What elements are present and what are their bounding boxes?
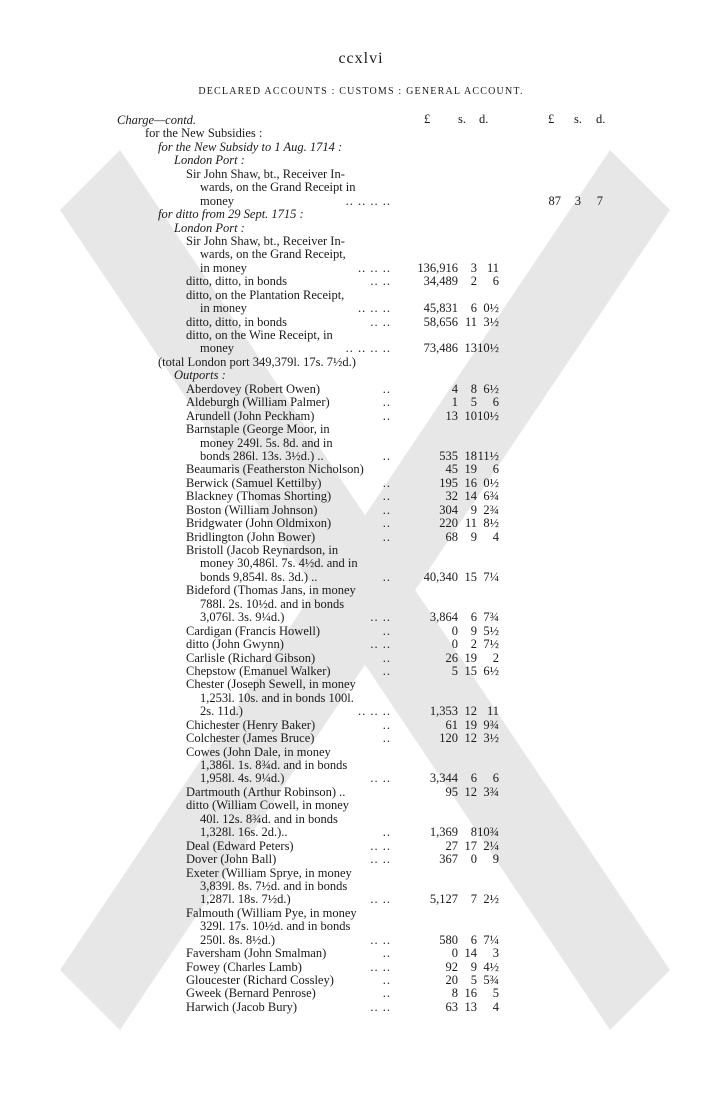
pounds-value: 195 <box>439 475 458 490</box>
shillings-value: 9 <box>470 959 477 974</box>
ledger-row <box>0 974 722 987</box>
leader-dots: .. .. <box>370 959 391 974</box>
entry-text: 1,253l. 10s. and in bonds 100l. <box>200 690 354 705</box>
ledger-row <box>0 571 722 584</box>
leader-dots: .. <box>382 663 391 678</box>
pence-value: 11 <box>486 704 499 719</box>
leader-dots: .. .. <box>370 999 391 1014</box>
pounds-value: 5 <box>451 663 458 678</box>
shillings-value: 8 <box>470 381 477 396</box>
entry-text: Cardigan (Francis Howell) <box>186 623 320 638</box>
leader-dots: .. .. <box>370 932 391 947</box>
shillings-value: 0 <box>470 852 477 867</box>
ledger-row <box>0 302 722 315</box>
entry-text: money 30,486l. 7s. 4½d. and in <box>200 556 358 571</box>
pounds-value: 45 <box>445 462 458 477</box>
pounds-value: 220 <box>439 516 458 531</box>
leader-dots: .. <box>382 623 391 638</box>
pounds-value: 367 <box>439 852 458 867</box>
shillings-value: 11 <box>464 314 477 329</box>
entry-text: 788l. 2s. 10½d. and in bonds <box>200 596 345 611</box>
column-header-pence: d. <box>479 112 489 126</box>
entry-text: for ditto from 29 Sept. 1715 : <box>158 207 304 222</box>
pounds-value: 63 <box>445 999 458 1014</box>
entry-text: Bristoll (Jacob Reynardson, in <box>186 543 339 557</box>
leader-dots: .. .. .. <box>358 301 391 316</box>
ledger-row <box>0 356 722 369</box>
pounds-value: 580 <box>439 932 458 947</box>
shillings-value: 6 <box>470 301 477 316</box>
ledger-row <box>0 611 722 624</box>
leader-dots: .. <box>382 489 391 504</box>
ledger-row <box>0 477 722 490</box>
ledger-row <box>0 678 722 691</box>
pence-value: 2¾ <box>483 502 499 517</box>
shillings-value: 13 <box>464 999 477 1014</box>
shillings-value: 10 <box>464 408 477 423</box>
leader-dots: .. .. <box>370 892 391 907</box>
entry-text: Chester (Joseph Sewell, in money <box>186 677 356 692</box>
entry-text: Aldeburgh (William Palmer) <box>186 395 330 410</box>
total-pence-value: 7 <box>596 193 603 208</box>
pence-value: 5 <box>492 986 499 1001</box>
pounds-value: 13 <box>445 408 458 423</box>
entry-text: 2s. 11d.) <box>200 704 243 719</box>
pence-value: 4½ <box>483 959 499 974</box>
leader-dots: .. <box>382 381 391 396</box>
ledger-row <box>0 463 722 476</box>
ledger-row <box>0 961 722 974</box>
ledger-row <box>0 222 722 235</box>
leader-dots: .. .. <box>370 314 391 329</box>
pounds-value: 20 <box>445 973 458 987</box>
shillings-value: 19 <box>464 717 477 732</box>
entry-text: Aberdovey (Robert Owen) <box>186 381 320 396</box>
pounds-value: 0 <box>451 946 458 961</box>
entry-text: ditto (John Gwynn) <box>186 637 284 652</box>
pounds-value: 120 <box>439 731 458 746</box>
pence-value: 3½ <box>483 314 499 329</box>
ledger-row <box>0 719 722 732</box>
entry-text: (total London port 349,379l. 17s. 7½d.) <box>158 354 356 369</box>
leader-dots: .. .. <box>370 771 391 786</box>
entry-text: bonds 286l. 13s. 3½d.) .. <box>200 448 324 463</box>
entry-text: in money <box>200 301 247 316</box>
shillings-value: 13 <box>464 341 477 356</box>
pounds-value: 40,340 <box>423 569 458 584</box>
leader-dots: .. <box>382 986 391 1001</box>
entry-text: London Port : <box>174 153 245 168</box>
entry-text: 1,386l. 1s. 8¾d. and in bonds <box>200 758 348 772</box>
leader-dots: .. <box>382 731 391 746</box>
ledger-row <box>0 920 722 933</box>
shillings-value: 15 <box>464 569 477 584</box>
entry-text: for the New Subsidy to 1 Aug. 1714 : <box>158 139 343 154</box>
entry-text: Colchester (James Bruce) <box>186 731 315 746</box>
entry-text: ditto (William Cowell, in money <box>186 798 350 813</box>
shillings-value: 6 <box>470 771 477 786</box>
pounds-value: 92 <box>445 959 458 974</box>
pounds-value: 136,916 <box>417 260 458 275</box>
pence-value: 0½ <box>483 475 499 490</box>
leader-dots: .. .. <box>370 838 391 853</box>
ledger-row <box>0 557 722 570</box>
pence-value: 9¾ <box>483 717 499 732</box>
entry-text: Deal (Edward Peters) <box>186 838 294 853</box>
entry-text: Exeter (William Sprye, in money <box>186 865 352 880</box>
ledger-row <box>0 867 722 880</box>
pence-value: 2¼ <box>483 838 499 853</box>
pence-value: 6¾ <box>483 489 499 504</box>
ledger-row <box>0 181 722 194</box>
shillings-value: 12 <box>464 731 477 746</box>
ledger-row <box>0 813 722 826</box>
leader-dots: .. .. .. <box>358 260 391 275</box>
pounds-value: 5,127 <box>429 892 458 907</box>
pence-value: 11½ <box>477 448 499 463</box>
shillings-value: 12 <box>464 784 477 799</box>
ledger-row <box>0 799 722 812</box>
entry-text: Sir John Shaw, bt., Receiver In- <box>186 233 345 248</box>
entry-text: Arundell (John Peckham) <box>186 408 315 423</box>
pounds-value: 0 <box>451 637 458 652</box>
entry-text: Gweek (Bernard Penrose) <box>186 986 316 1001</box>
entry-text: Bridlington (John Bower) <box>186 529 316 544</box>
ledger-row <box>0 880 722 893</box>
pounds-value: 32 <box>445 489 458 504</box>
shillings-value: 14 <box>464 489 477 504</box>
entry-text: Gloucester (Richard Cossley) <box>186 973 334 987</box>
entry-text: 1,328l. 16s. 2d.).. <box>200 825 288 840</box>
leader-dots: .. .. <box>370 274 391 289</box>
entry-text: money 249l. 5s. 8d. and in <box>200 435 333 450</box>
ledger-row <box>0 853 722 866</box>
ledger-row <box>0 235 722 248</box>
page-number: ccxlvi <box>338 50 384 67</box>
shillings-value: 16 <box>464 986 477 1001</box>
ledger-row <box>0 907 722 920</box>
entry-text: 1,287l. 18s. 7½d.) <box>200 892 291 907</box>
pence-value: 6 <box>492 771 499 786</box>
entry-text: Dartmouth (Arthur Robinson) .. <box>186 784 346 799</box>
pounds-value: 34,489 <box>423 274 458 289</box>
pounds-value: 61 <box>445 717 458 732</box>
pence-value: 4 <box>492 999 499 1014</box>
pounds-value: 3,344 <box>429 771 458 786</box>
shillings-value: 9 <box>470 502 477 517</box>
leader-dots: .. <box>382 825 391 840</box>
leader-dots: .. <box>382 502 391 517</box>
column-header-pounds: £ <box>424 112 431 126</box>
ledger-row <box>0 208 722 221</box>
entry-text: Bideford (Thomas Jans, in money <box>186 583 356 598</box>
entry-text: Falmouth (William Pye, in money <box>186 905 357 920</box>
ledger-row <box>0 1001 722 1014</box>
column-header-shillings: s. <box>458 112 466 126</box>
ledger-row <box>0 544 722 557</box>
pence-value: 11 <box>486 260 499 275</box>
shillings-value: 12 <box>464 704 477 719</box>
leader-dots: .. <box>382 408 391 423</box>
shillings-value: 6 <box>470 610 477 625</box>
ledger-row <box>0 732 722 745</box>
ledger-row <box>0 598 722 611</box>
pence-value: 10½ <box>477 341 499 356</box>
shillings-value: 18 <box>464 448 477 463</box>
ledger-row <box>0 665 722 678</box>
ledger-row <box>0 625 722 638</box>
ledger-row <box>0 934 722 947</box>
pence-value: 6 <box>492 274 499 289</box>
ledger-row <box>0 692 722 705</box>
leader-dots: .. .. <box>370 610 391 625</box>
entry-text: money <box>200 193 235 208</box>
shillings-value: 7 <box>470 892 477 907</box>
pounds-value: 4 <box>451 381 458 396</box>
entry-text: Chepstow (Emanuel Walker) <box>186 663 331 678</box>
pence-value: 10½ <box>477 408 499 423</box>
ledger-row <box>0 410 722 423</box>
pounds-value: 1,353 <box>429 704 458 719</box>
pence-value: 7¾ <box>483 610 499 625</box>
leader-dots: .. <box>382 946 391 961</box>
pence-value: 6 <box>492 462 499 477</box>
column-header-total-shillings: s. <box>574 112 582 126</box>
pounds-value: 0 <box>451 623 458 638</box>
ledger-row <box>0 786 722 799</box>
ledger-row <box>0 127 722 140</box>
ledger-entries <box>0 114 722 1014</box>
ledger-row <box>0 396 722 409</box>
ledger-row <box>0 289 722 302</box>
shillings-value: 19 <box>464 462 477 477</box>
shillings-value: 11 <box>464 516 477 531</box>
entry-text: bonds 9,854l. 8s. 3d.) .. <box>200 569 318 584</box>
column-header-total-pence: d. <box>596 112 606 126</box>
entry-text: 3,839l. 8s. 7½d. and in bonds <box>200 878 348 893</box>
ledger-row <box>0 772 722 785</box>
ledger-row <box>0 437 722 450</box>
pounds-value: 304 <box>439 502 458 517</box>
pounds-value: 95 <box>445 784 458 799</box>
pounds-value: 3,864 <box>429 610 458 625</box>
shillings-value: 9 <box>470 623 477 638</box>
pence-value: 2 <box>492 650 499 665</box>
leader-dots: .. .. <box>370 852 391 867</box>
entry-text: wards, on the Grand Receipt in <box>200 180 356 195</box>
entry-text: London Port : <box>174 220 245 235</box>
shillings-value: 5 <box>470 973 477 987</box>
ledger-row <box>0 652 722 665</box>
pence-value: 0½ <box>483 301 499 316</box>
column-header-total-pounds: £ <box>548 112 555 126</box>
pence-value: 3½ <box>483 731 499 746</box>
ledger-row <box>0 168 722 181</box>
leader-dots: .. <box>382 475 391 490</box>
ledger-row <box>0 584 722 597</box>
ledger-row <box>0 947 722 960</box>
entry-text: Dover (John Ball) <box>186 852 277 867</box>
entry-text: Beaumaris (Featherston Nicholson) <box>186 462 364 477</box>
ledger-row <box>0 826 722 839</box>
pence-value: 5¾ <box>483 973 499 987</box>
pence-value: 4 <box>492 529 499 544</box>
ledger-row <box>0 316 722 329</box>
shillings-value: 14 <box>464 946 477 961</box>
shillings-value: 17 <box>464 838 477 853</box>
entry-text: 329l. 17s. 10½d. and in bonds <box>200 919 351 934</box>
pounds-value: 27 <box>445 838 458 853</box>
entry-text: Chichester (Henry Baker) <box>186 717 316 732</box>
ledger-row <box>0 342 722 355</box>
pence-value: 6 <box>492 395 499 410</box>
leader-dots: .. <box>382 717 391 732</box>
pounds-value: 535 <box>439 448 458 463</box>
leader-dots: .. <box>382 516 391 531</box>
ledger-row <box>0 840 722 853</box>
entry-text: ditto, ditto, in bonds <box>186 274 288 289</box>
leader-dots: .. <box>382 529 391 544</box>
pence-value: 7¼ <box>483 932 499 947</box>
entry-text: money <box>200 341 235 356</box>
ledger-row <box>0 195 722 208</box>
ledger-row <box>0 141 722 154</box>
leader-dots: .. <box>382 569 391 584</box>
total-shillings-value: 3 <box>574 193 581 208</box>
pounds-value: 45,831 <box>423 301 458 316</box>
ledger-row <box>0 746 722 759</box>
pence-value: 9 <box>492 852 499 867</box>
entry-text: wards, on the Grand Receipt, <box>200 247 346 262</box>
leader-dots: .. <box>382 395 391 410</box>
entry-text: Faversham (John Smalman) <box>186 946 327 961</box>
pence-value: 6½ <box>483 663 499 678</box>
pounds-value: 8 <box>451 986 458 1001</box>
pence-value: 7½ <box>483 637 499 652</box>
pence-value: 5½ <box>483 623 499 638</box>
leader-dots: .. .. .. <box>358 704 391 719</box>
pence-value: 10¾ <box>477 825 499 840</box>
ledger-row <box>0 248 722 261</box>
entry-text: 3,076l. 3s. 9¼d.) <box>200 610 285 625</box>
shillings-value: 2 <box>470 637 477 652</box>
ledger-row <box>0 893 722 906</box>
ledger-row <box>0 329 722 342</box>
ledger-row <box>0 490 722 503</box>
pence-value: 6½ <box>483 381 499 396</box>
entry-text: ditto, ditto, in bonds <box>186 314 288 329</box>
pence-value: 3 <box>492 946 499 961</box>
ledger-row <box>0 369 722 382</box>
entry-text: 40l. 12s. 8¾d. and in bonds <box>200 811 338 826</box>
shillings-value: 19 <box>464 650 477 665</box>
shillings-value: 6 <box>470 932 477 947</box>
entry-text: Sir John Shaw, bt., Receiver In- <box>186 166 345 181</box>
pence-value: 7¼ <box>483 569 499 584</box>
entry-text: Cowes (John Dale, in money <box>186 744 331 759</box>
ledger-row <box>0 705 722 718</box>
leader-dots: .. <box>382 973 391 987</box>
ledger-row <box>0 423 722 436</box>
ledger-row <box>0 275 722 288</box>
pounds-value: 1 <box>451 395 458 410</box>
entry-text: 250l. 8s. 8½d.) <box>200 932 275 947</box>
pence-value: 2½ <box>483 892 499 907</box>
pence-value: 8½ <box>483 516 499 531</box>
shillings-value: 15 <box>464 663 477 678</box>
ledger-row <box>0 504 722 517</box>
shillings-value: 8 <box>470 825 477 840</box>
ledger-row <box>0 987 722 1000</box>
entry-text: Berwick (Samuel Kettilby) <box>186 475 322 490</box>
ledger-row <box>0 262 722 275</box>
entry-text: Outports : <box>174 368 226 383</box>
entry-text: Boston (William Johnson) <box>186 502 318 517</box>
pounds-value: 1,369 <box>429 825 458 840</box>
shillings-value: 3 <box>470 260 477 275</box>
ledger-row <box>0 383 722 396</box>
entry-text: for the New Subsidies : <box>145 126 263 141</box>
ledger-row <box>0 450 722 463</box>
running-head: DECLARED ACCOUNTS : CUSTOMS : GENERAL ACCOUNT. <box>198 86 524 97</box>
ledger-row <box>0 531 722 544</box>
pounds-value: 58,656 <box>423 314 458 329</box>
entry-text: Bridgwater (John Oldmixon) <box>186 516 332 531</box>
entry-text: Barnstaple (George Moor, in <box>186 422 330 437</box>
entry-text: Charge—contd. <box>117 113 197 127</box>
entry-text: ditto, on the Wine Receipt, in <box>186 328 333 342</box>
pounds-value: 26 <box>445 650 458 665</box>
shillings-value: 2 <box>470 274 477 289</box>
shillings-value: 5 <box>470 395 477 410</box>
leader-dots: .. <box>382 448 391 463</box>
pounds-value: 68 <box>445 529 458 544</box>
entry-text: Fowey (Charles Lamb) <box>186 959 302 974</box>
entry-text: 1,958l. 4s. 9¼d.) <box>200 771 285 786</box>
total-pounds-value: 87 <box>548 193 561 208</box>
ledger-row <box>0 517 722 530</box>
ledger-row <box>0 759 722 772</box>
leader-dots: .. .. .. .. <box>345 341 391 356</box>
shillings-value: 9 <box>470 529 477 544</box>
shillings-value: 16 <box>464 475 477 490</box>
ledger-row <box>0 154 722 167</box>
leader-dots: .. .. <box>370 637 391 652</box>
pounds-value: 73,486 <box>423 341 458 356</box>
pence-value: 3¾ <box>483 784 499 799</box>
leader-dots: .. .. .. .. <box>345 193 391 208</box>
ledger-row <box>0 114 722 127</box>
entry-text: Blackney (Thomas Shorting) <box>186 489 332 504</box>
entry-text: Harwich (Jacob Bury) <box>186 999 298 1014</box>
entry-text: Carlisle (Richard Gibson) <box>186 650 316 665</box>
ledger-row <box>0 638 722 651</box>
entry-text: in money <box>200 260 247 275</box>
leader-dots: .. <box>382 650 391 665</box>
entry-text: ditto, on the Plantation Receipt, <box>186 287 345 302</box>
